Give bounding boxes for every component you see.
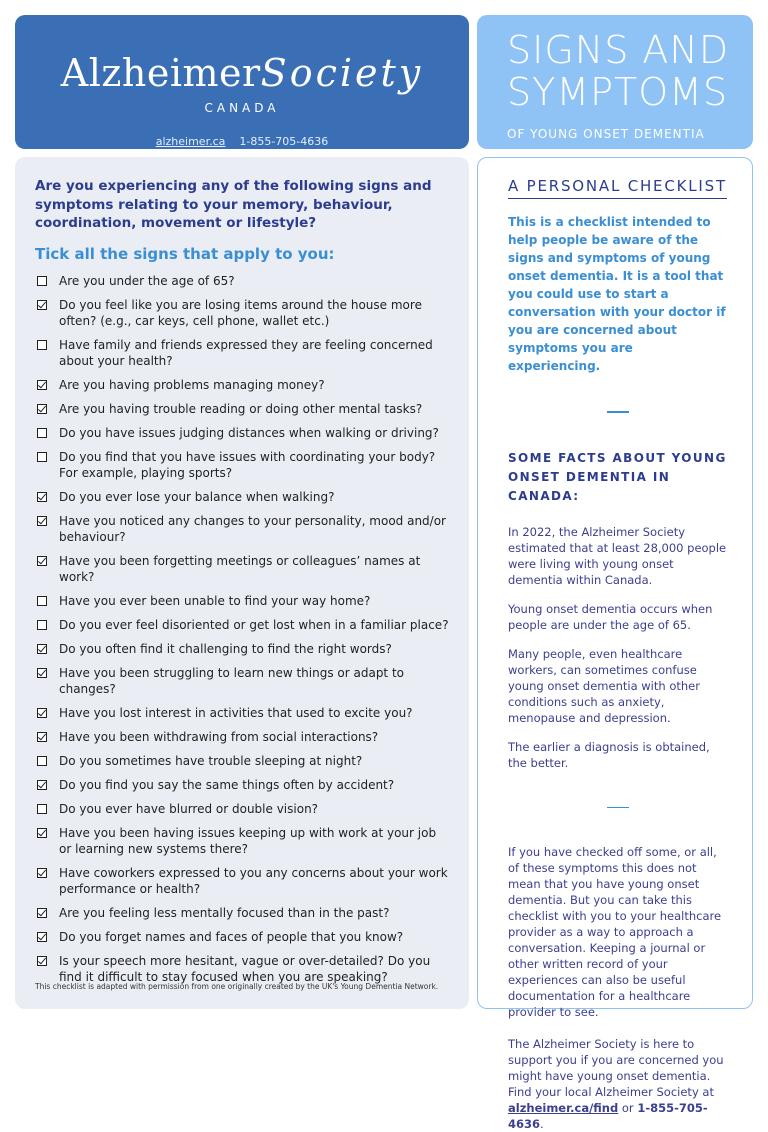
- fact-item: Young onset dementia occurs when people are under the age of 65.: [508, 601, 713, 632]
- checked-checkbox[interactable]: [37, 404, 47, 414]
- checklist-item: [35, 377, 449, 393]
- checklist-item: [35, 449, 449, 481]
- checked-checkbox[interactable]: [37, 868, 47, 878]
- checked-checkbox[interactable]: [37, 380, 47, 390]
- checklist-item-text: Have you lost interest in activities that used to excite you?: [59, 705, 413, 720]
- checked-checkbox[interactable]: [37, 300, 47, 310]
- checklist-item-text: Do you sometimes have trouble sleeping at night?: [59, 753, 363, 768]
- facts-list: [508, 524, 728, 771]
- checklist-item: [35, 401, 449, 417]
- checklist-item-text: Have you been withdrawing from social interactions?: [59, 729, 379, 744]
- checklist-item: [35, 425, 449, 441]
- checked-checkbox[interactable]: [37, 492, 47, 502]
- checked-checkbox[interactable]: [37, 828, 47, 838]
- title-panel: [477, 15, 753, 149]
- unchecked-checkbox[interactable]: [37, 596, 47, 606]
- facts-title: SOME FACTS ABOUT YOUNG ONSET DEMENTIA IN CANADA:: [508, 450, 727, 503]
- checklist-item: [35, 753, 449, 769]
- checklist-item: [35, 777, 449, 793]
- fact-item: Many people, even healthcare workers, can sometimes confuse young onset dementia with other conditions such as anxiety, menopause and depression.: [508, 646, 700, 725]
- closing-phone: 1-855-705-4636: [508, 1101, 708, 1131]
- checklist-item-text: Do you often find it challenging to find the right words?: [59, 641, 392, 656]
- unchecked-checkbox[interactable]: [37, 452, 47, 462]
- checklist-item-text: Have you been having issues keeping up with work at your job or learning new systems there?: [59, 825, 437, 856]
- logo-word-alzheimer: Alzheimer: [60, 51, 261, 95]
- checklist-item-text: Have family and friends expressed they are feeling concerned about your health?: [59, 337, 433, 368]
- checklist-item: [35, 705, 449, 721]
- checklist-item-text: Do you ever lose your balance when walking?: [59, 489, 335, 504]
- intro-question: Are you experiencing any of the following signs and symptoms relating to your memory, behaviour, coordination, movement or lifestyle?: [35, 178, 432, 231]
- checklist-item-text: Is your speech more hesitant, vague or over-detailed? Do you find it difficult to stay focused when you are speaking?: [59, 953, 431, 984]
- unchecked-checkbox[interactable]: [37, 428, 47, 438]
- closing-paragraph-1: If you have checked off some, or all, of these symptoms this does not mean that you have young onset dementia. But you can take this checklist with you to your healthcare provider as a way to approach a conversation. Keeping a journal or other written record of your experiences can also be useful documentation for a healthcare provider to see.: [508, 845, 722, 1019]
- closing-text: [508, 844, 728, 1132]
- checklist-item-text: Have coworkers expressed to you any concerns about your work performance or health?: [59, 865, 448, 896]
- website-link[interactable]: alzheimer.ca: [155, 135, 226, 148]
- fact-item: In 2022, the Alzheimer Society estimated that at least 28,000 people were living with young onset dementia within Canada.: [508, 524, 727, 587]
- checklist-item: [35, 801, 449, 817]
- checked-checkbox[interactable]: [37, 708, 47, 718]
- divider: [607, 807, 629, 809]
- checklist-item: [35, 905, 449, 921]
- unchecked-checkbox[interactable]: [37, 340, 47, 350]
- checklist-item-text: Have you ever been unable to find your way home?: [59, 593, 371, 608]
- unchecked-checkbox[interactable]: [37, 804, 47, 814]
- closing-end: .: [540, 1117, 544, 1131]
- divider: [607, 411, 629, 413]
- checklist-panel: [15, 157, 469, 1009]
- sidebar-title: A PERSONAL CHECKLIST: [508, 177, 727, 199]
- closing-text-start: The Alzheimer Society is here to support you if you are concerned you might have young onset dementia. Find your local Alzheimer Society at: [508, 1037, 724, 1099]
- checklist-item-text: Have you noticed any changes to your personality, mood and/or behaviour?: [59, 513, 446, 544]
- checklist-item-text: Are you having problems managing money?: [59, 377, 325, 392]
- checked-checkbox[interactable]: [37, 956, 47, 966]
- checklist-item-text: Do you feel like you are losing items around the house more often? (e.g., car keys, cell phone, wallet etc.): [59, 297, 422, 328]
- sidebar-panel: [477, 157, 753, 1131]
- logo-panel: [15, 15, 469, 149]
- checked-checkbox[interactable]: [37, 516, 47, 526]
- checklist-item: [35, 929, 449, 945]
- checklist-item-text: Do you ever feel disoriented or get lost when in a familiar place?: [59, 617, 449, 632]
- checked-checkbox[interactable]: [37, 908, 47, 918]
- unchecked-checkbox[interactable]: [37, 756, 47, 766]
- page-title-line1: SIGNS AND: [507, 28, 730, 72]
- logo-wordmark: [15, 51, 469, 95]
- logo-subtitle: CANADA: [204, 101, 280, 115]
- checklist-item: [35, 593, 449, 609]
- checklist-item: [35, 297, 449, 329]
- checklist-item-text: Do you ever have blurred or double vision?: [59, 801, 319, 816]
- logo-word-society: Society: [260, 51, 424, 95]
- tick-instruction: Tick all the signs that apply to you:: [35, 244, 335, 263]
- unchecked-checkbox[interactable]: [37, 276, 47, 286]
- checklist-item: [35, 641, 449, 657]
- closing-paragraph-2: [508, 1036, 728, 1132]
- unchecked-checkbox[interactable]: [37, 620, 47, 630]
- page-title: [507, 29, 753, 113]
- checklist-item: [35, 825, 449, 857]
- checked-checkbox[interactable]: [37, 556, 47, 566]
- checklist-item: [35, 865, 449, 897]
- checklist-item-text: Are you feeling less mentally focused than in the past?: [59, 905, 390, 920]
- checklist-item: [35, 489, 449, 505]
- checklist-item-text: Do you forget names and faces of people that you know?: [59, 929, 404, 944]
- closing-or: or: [618, 1101, 638, 1115]
- checklist-item-text: Are you having trouble reading or doing other mental tasks?: [59, 401, 423, 416]
- checklist-item: [35, 665, 449, 697]
- page-subtitle: OF YOUNG ONSET DEMENTIA: [507, 127, 705, 141]
- page-title-line2: SYMPTOMS: [507, 70, 729, 114]
- checklist-item: [35, 273, 449, 289]
- symptom-checklist: [35, 273, 449, 985]
- checked-checkbox[interactable]: [37, 644, 47, 654]
- sidebar-intro: This is a checklist intended to help people be aware of the signs and symptoms of young onset dementia. It is a tool that you could use to start a conversation with your doctor if you are concerned about symptoms you are experiencing.: [508, 215, 726, 373]
- contact-line: [15, 135, 469, 148]
- checklist-item: [35, 337, 449, 369]
- checked-checkbox[interactable]: [37, 668, 47, 678]
- checked-checkbox[interactable]: [37, 932, 47, 942]
- checklist-item: [35, 953, 449, 985]
- checklist-item: [35, 729, 449, 745]
- checklist-item-text: Have you been forgetting meetings or colleagues’ names at work?: [59, 553, 421, 584]
- fact-item: The earlier a diagnosis is obtained, the better.: [508, 739, 710, 770]
- checklist-item-text: Have you been struggling to learn new things or adapt to changes?: [59, 665, 404, 696]
- checklist-item-text: Do you have issues judging distances when walking or driving?: [59, 425, 439, 440]
- find-society-link[interactable]: alzheimer.ca/find: [508, 1101, 619, 1115]
- phone-number: 1-855-705-4636: [239, 135, 329, 148]
- checklist-item: [35, 617, 449, 633]
- checklist-item: [35, 513, 449, 545]
- checklist-item-text: Do you find you say the same things often by accident?: [59, 777, 395, 792]
- checklist-item-text: Do you find that you have issues with coordinating your body? For example, playing sports?: [59, 449, 436, 480]
- footnote: This checklist is adapted with permission from one originally created by the UK's Young Dementia Network.: [35, 982, 439, 991]
- checklist-item: [35, 553, 449, 585]
- checked-checkbox[interactable]: [37, 780, 47, 790]
- checked-checkbox[interactable]: [37, 732, 47, 742]
- checklist-item-text: Are you under the age of 65?: [59, 273, 235, 288]
